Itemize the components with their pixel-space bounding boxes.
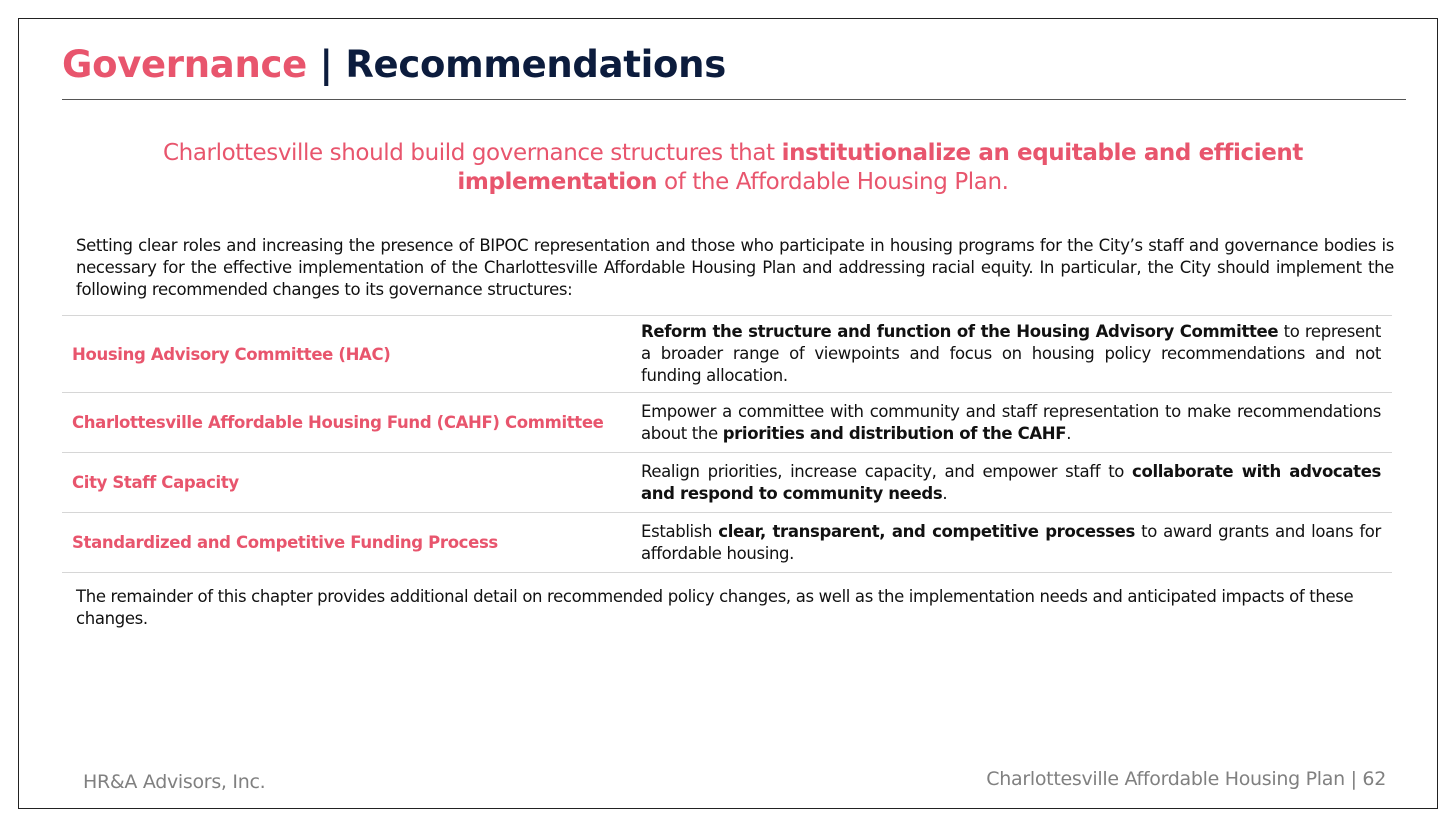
desc-text-pre: Realign priorities, increase capacity, and empower staff to xyxy=(641,461,1133,481)
desc-text-post: to represent a broader range of viewpoints and focus on housing policy recommendations and not funding allocation. xyxy=(641,322,1381,385)
table-row-staff xyxy=(62,453,1392,513)
intro-paragraph: Setting clear roles and increasing the presence of BIPOC representation and those who participate in housing programs for the City’s staff and governance bodies is necessary for the effective implementation of the Charlottesville Affordable Housing Plan and addressing racial equity. In particular, the City should implement the following recommended changes to its governance structures: xyxy=(76,236,1394,299)
lead-statement xyxy=(100,139,1366,197)
row-description xyxy=(641,321,1381,387)
desc-text-post: to award grants and loans for affordable housing. xyxy=(641,521,1381,563)
table-row-cahf xyxy=(62,393,1392,453)
title-recommendations: Recommendations xyxy=(345,43,726,86)
row-description xyxy=(641,461,1381,505)
title-governance: Governance xyxy=(62,43,307,86)
row-label: City Staff Capacity xyxy=(72,473,239,492)
desc-text-bold: collaborate with advocates and respond to community needs xyxy=(641,461,1382,503)
footer-firm: HR&A Advisors, Inc. xyxy=(83,771,266,793)
desc-text-bold: Reform the structure and function of the Housing Advisory Committee xyxy=(641,322,1279,341)
desc-text-bold: clear, transparent, and competitive processes xyxy=(718,521,1135,541)
footer-page-label: Charlottesville Affordable Housing Plan | 62 xyxy=(986,768,1386,790)
title-separator: | xyxy=(319,43,333,86)
lead-text-1: Charlottesville should build governance structures that xyxy=(163,140,782,166)
desc-text-post: . xyxy=(1066,423,1072,443)
desc-text-pre: Establish xyxy=(641,521,719,541)
row-label: Charlottesville Affordable Housing Fund (CAHF) Committee xyxy=(72,413,604,432)
row-label: Housing Advisory Committee (HAC) xyxy=(72,344,391,364)
desc-text-post: . xyxy=(942,483,948,503)
title-divider xyxy=(62,99,1406,100)
closing-paragraph: The remainder of this chapter provides additional detail on recommended policy changes, as well as the implementation needs and anticipated impacts of these changes. xyxy=(76,587,1354,628)
row-description xyxy=(641,521,1381,565)
row-label: Standardized and Competitive Funding Process xyxy=(72,533,498,552)
table-row-hac xyxy=(62,316,1392,393)
desc-text-pre: Empower a committee with community and staff representation to make recommendations about the xyxy=(641,401,1381,443)
lead-bold: institutionalize an equitable and efficient implementation xyxy=(457,140,1303,195)
table-row-funding xyxy=(62,513,1392,573)
desc-text-bold: priorities and distribution of the CAHF xyxy=(722,423,1067,443)
row-description xyxy=(641,401,1381,445)
recommendations-table xyxy=(62,315,1392,573)
lead-text-2: of the Affordable Housing Plan. xyxy=(657,169,1009,195)
page-title xyxy=(62,42,726,88)
